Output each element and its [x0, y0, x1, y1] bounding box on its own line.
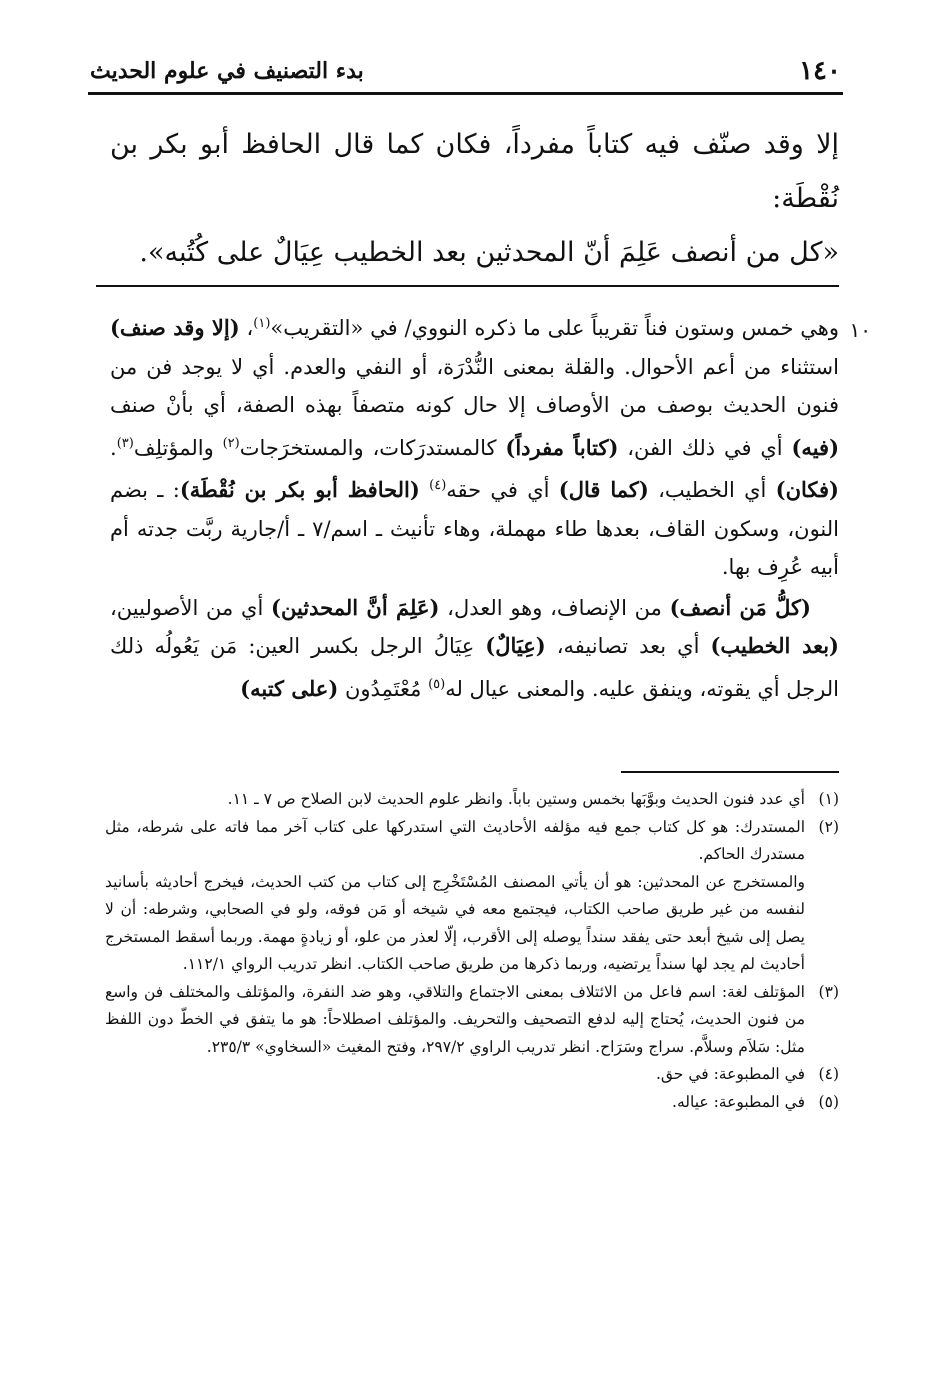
commentary-run: من الإنصاف، وهو العدل،	[439, 595, 670, 620]
footnote-text: أي عدد فنون الحديث وبوَّبَها بخمس وستين باباً. وانظر علوم الحديث لابن الصلاح ص ٧ ـ ١١.	[227, 790, 805, 808]
quoted-matn: (بعد الخطيب)	[710, 633, 839, 658]
quoted-matn: (على كتبه)	[240, 675, 339, 701]
commentary-run: : ـ بضم النون، وسكون القاف، بعدها طاء مهملة، وهاء تأنيث ـ اسم/٧ ـ أ/جارية ربَّت جدته أم أبيه عُرِف بها.	[110, 478, 839, 579]
footnote-body	[105, 814, 805, 979]
footnote-ref: (١)	[253, 316, 271, 331]
page-header	[90, 50, 841, 94]
footnote	[105, 1061, 839, 1089]
page-number: ١٤٠	[799, 56, 841, 86]
commentary-run: أي من الأصوليين،	[110, 595, 272, 620]
commentary-text	[110, 305, 839, 708]
commentary-paragraph	[110, 305, 839, 587]
footnote-ref: (٥)	[428, 676, 446, 692]
footnote-text: في المطبوعة: في حق.	[655, 1065, 805, 1083]
footnote-text: المؤتلف لغة: اسم فاعل من الائتلاف بمعنى الاجتماع والتلاقي، وهو ضد النفرة، والمؤتلف والمختلف فن واسع من فنون الحديث، يُحتاج إليه لدفع التصحيف والتحريف. والمؤتلف اصطلاحاً: هو ما يتفق في الخطّ دون اللفظ مثل: سَلاَم وسلاَّم. سراج وسَرَاح. انظر تدريب الراوي ٢٩٧/٢، وفتح المغيث «السخاوي» ٢٣٥/٣.	[105, 982, 805, 1056]
footnote-body	[105, 979, 805, 1062]
footnote-body	[105, 786, 805, 814]
quoted-matn: (إلا وقد صنف)	[110, 315, 240, 340]
commentary-run: مُعْتَمِدُون	[338, 676, 429, 701]
commentary-run: أي في حقه	[446, 478, 559, 502]
commentary-run: أي في ذلك الفن،	[618, 435, 792, 460]
footnote	[105, 814, 839, 979]
line-number: ١٠	[849, 318, 871, 342]
footnote-text: والمستخرج عن المحدثين: هو أن يأتي المصنف المُسْتَخْرِج إلى كتاب من كتب الحديث، فيخرج أحاديثه بأسانيد لنفسه من غير طريق صاحب الكتاب، فيجتمع معه في شيخه أو مَن فوقه، ولو في الصحابي، وشرطه: أن لا يصل إلى شيخ أبعد حتى يفقد سنداً يوصله إلى الأقرب، إلّا لعذر من علو، أو زيادةٍ مهمة. وربما أسقط المستخرج أحاديث لم يجد لها سنداً يرتضيه، وربما ذكرها من طريق صاحب الكتاب. انظر تدريب الرواي ١١٢/١.	[105, 872, 805, 973]
matn-line: إلا وقد صنّف فيه كتاباً مفرداً، فكان كما قال الحافظ أبو بكر بن نُقْطَة:	[110, 129, 839, 214]
footnote-number: (١)	[818, 790, 839, 808]
footnote-body	[105, 1089, 805, 1117]
commentary-run	[420, 478, 429, 502]
commentary-run: أي الخطيب،	[648, 478, 776, 502]
section-divider	[96, 285, 839, 287]
quoted-matn: (كتاباً مفرداً)	[505, 434, 619, 460]
footnote-number: (٤)	[818, 1065, 839, 1083]
quoted-matn: (عَلِمَ أنَّ المحدثين)	[271, 594, 440, 620]
matn-text	[110, 118, 839, 280]
footnote-text: المستدرك: هو كل كتاب جمع فيه مؤلفه الأحاديث التي استدركها على كتاب آخر مما فاته على شرطه، مثل مستدرك الحاكم.	[105, 817, 805, 863]
commentary-run: ،	[239, 316, 254, 340]
header-rule	[88, 92, 843, 95]
footnote-number: (٣)	[818, 982, 839, 1001]
commentary-run: أي بعد تصانيفه،	[545, 634, 711, 658]
quoted-matn: (فكان)	[775, 477, 839, 502]
commentary-paragraph	[110, 589, 839, 709]
footnote-number: (٥)	[818, 1092, 839, 1111]
commentary-run: استثناء من أعم الأحوال. والقلة بمعنى النُّدْرَة، أو النفي والعدم. أي لا يوجد فن من فنون الحديث بوصف من الأوصاف إلا حال كونه متصفاً بهذه الصفة، أي بأنْ صنف	[110, 354, 839, 417]
running-title: بدء التصنيف في علوم الحديث	[90, 58, 364, 84]
commentary-run: والمؤتلِف	[133, 435, 223, 460]
quoted-matn: (عِيَالٌ)	[485, 633, 546, 658]
quoted-matn: (كما قال)	[558, 477, 649, 502]
quoted-matn: (فيه)	[791, 434, 840, 460]
footnote-text: في المطبوعة: عياله.	[672, 1092, 805, 1111]
commentary-run: عِيَالُ الرجل بكسر العين: مَن يَعُولُه ذلك الرجل أي يقوته، وينفق عليه. والمعنى عيال له	[110, 634, 839, 701]
footnote-body	[105, 1061, 805, 1089]
footnote-rule	[621, 771, 839, 773]
matn-line: «كل من أنصف عَلِمَ أنّ المحدثين بعد الخطيب عِيَالٌ على كُتُبه».	[139, 237, 839, 268]
footnotes	[105, 786, 839, 1116]
footnote-ref: (٤)	[429, 478, 447, 493]
footnote-ref: (٢)	[222, 435, 240, 451]
footnote	[105, 979, 839, 1062]
commentary-run: .	[110, 435, 117, 460]
quoted-matn: (كلُّ مَن أنصف)	[669, 594, 811, 620]
commentary-run: وهي خمس وستون فناً تقريباً على ما ذكره النووي/ في «التقريب»	[270, 316, 840, 340]
footnote-number: (٢)	[818, 817, 839, 836]
footnote	[105, 1089, 839, 1117]
footnote-ref: (٣)	[116, 435, 134, 451]
commentary-run: كالمستدرَكات، والمستخرَجات	[239, 435, 506, 460]
footnote	[105, 786, 839, 814]
quoted-matn: (الحافظ أبو بكر بن نُقْطَة)	[179, 477, 420, 502]
